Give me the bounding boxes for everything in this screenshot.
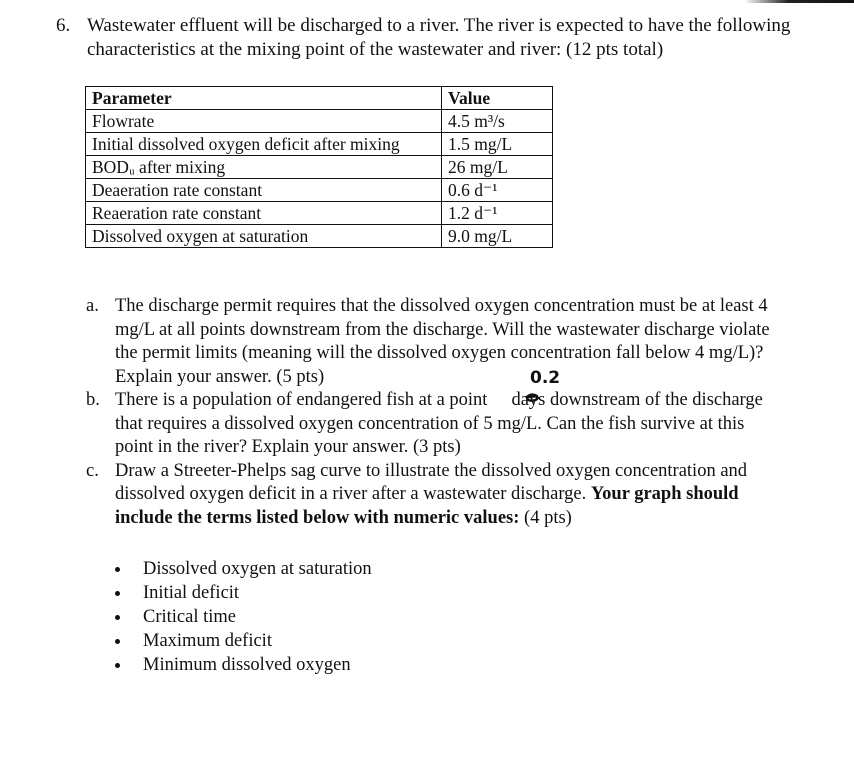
part-c-points: (4 pts): [519, 507, 572, 528]
parameter-cell: Initial dissolved oxygen deficit after mixing: [86, 133, 442, 156]
table-row: [86, 110, 553, 133]
list-item-text: Critical time: [143, 607, 236, 627]
value-cell: 1.5 mg/L: [442, 133, 553, 156]
list-item: [115, 605, 372, 629]
handwritten-value: 0.2: [530, 368, 561, 388]
table-row: [86, 225, 553, 248]
part-c-text: Draw a Streeter-Phelps sag curve to illustrate the dissolved oxygen concentration and dissolved oxygen deficit in a river after a wastewater discharge.: [115, 460, 748, 504]
value-cell: 26 mg/L: [442, 156, 553, 179]
part-letter: b.: [86, 390, 100, 410]
header-parameter: Parameter: [86, 87, 442, 110]
part-b: [86, 389, 786, 460]
table-header-row: [86, 87, 553, 110]
parameter-cell: Dissolved oxygen at saturation: [86, 225, 442, 248]
list-item: [115, 557, 372, 581]
part-b-text-before: There is a population of endangered fish at a point: [115, 390, 488, 410]
list-item: [115, 653, 372, 677]
value-cell: 4.5 m³/s: [442, 110, 553, 133]
scan-edge-mark: [744, 0, 854, 3]
parameter-cell: Deaeration rate constant: [86, 179, 442, 202]
list-item: [115, 629, 372, 653]
scribble-mark: [526, 395, 538, 401]
value-cell: 1.2 d⁻¹: [442, 202, 553, 225]
question-text: Wastewater effluent will be discharged to a river. The river is expected to have the following characteristics at the mixing point of the wastewater and river: (12 pts total): [87, 15, 791, 60]
list-item-text: Dissolved oxygen at saturation: [143, 559, 372, 579]
table-row: [86, 179, 553, 202]
part-b-text-after: days downstream of the discharge that requires a dissolved oxygen concentration of 5 mg/L. Can the fish survive at this point in the river? Explain your answer. (3 pts): [115, 390, 763, 457]
list-item-text: Maximum deficit: [143, 631, 272, 651]
parameter-cell: Flowrate: [86, 110, 442, 133]
value-cell: 9.0 mg/L: [442, 225, 553, 248]
part-letter: a.: [86, 296, 99, 316]
header-value: Value: [442, 87, 553, 110]
part-c: [86, 460, 786, 531]
list-item: [115, 581, 372, 605]
part-a-text: The discharge permit requires that the dissolved oxygen concentration must be at least 4 mg/L at all points downstream from the discharge. Will the wastewater discharge violate the permit limits (meaning will the dissolved oxygen concentration fall below 4 mg/L)? Explain your answer. (5 pts): [115, 296, 770, 387]
list-item-text: Minimum dissolved oxygen: [143, 655, 351, 675]
value-cell: 0.6 d⁻¹: [442, 179, 553, 202]
question-number: 6.: [56, 15, 71, 36]
handwritten-correction: [516, 367, 576, 403]
list-item-text: Initial deficit: [143, 583, 240, 603]
parameter-table: [85, 86, 553, 248]
question-parts: [86, 295, 786, 530]
table-row: [86, 156, 553, 179]
table-row: [86, 133, 553, 156]
part-letter: c.: [86, 460, 99, 481]
table-row: [86, 202, 553, 225]
required-terms-list: [115, 557, 372, 677]
parameter-cell: Reaeration rate constant: [86, 202, 442, 225]
parameter-cell: BODᵤ after mixing: [86, 156, 442, 179]
part-c-bold-text: Your graph should include the terms listed below with numeric values:: [115, 484, 739, 528]
part-a: [86, 295, 786, 389]
